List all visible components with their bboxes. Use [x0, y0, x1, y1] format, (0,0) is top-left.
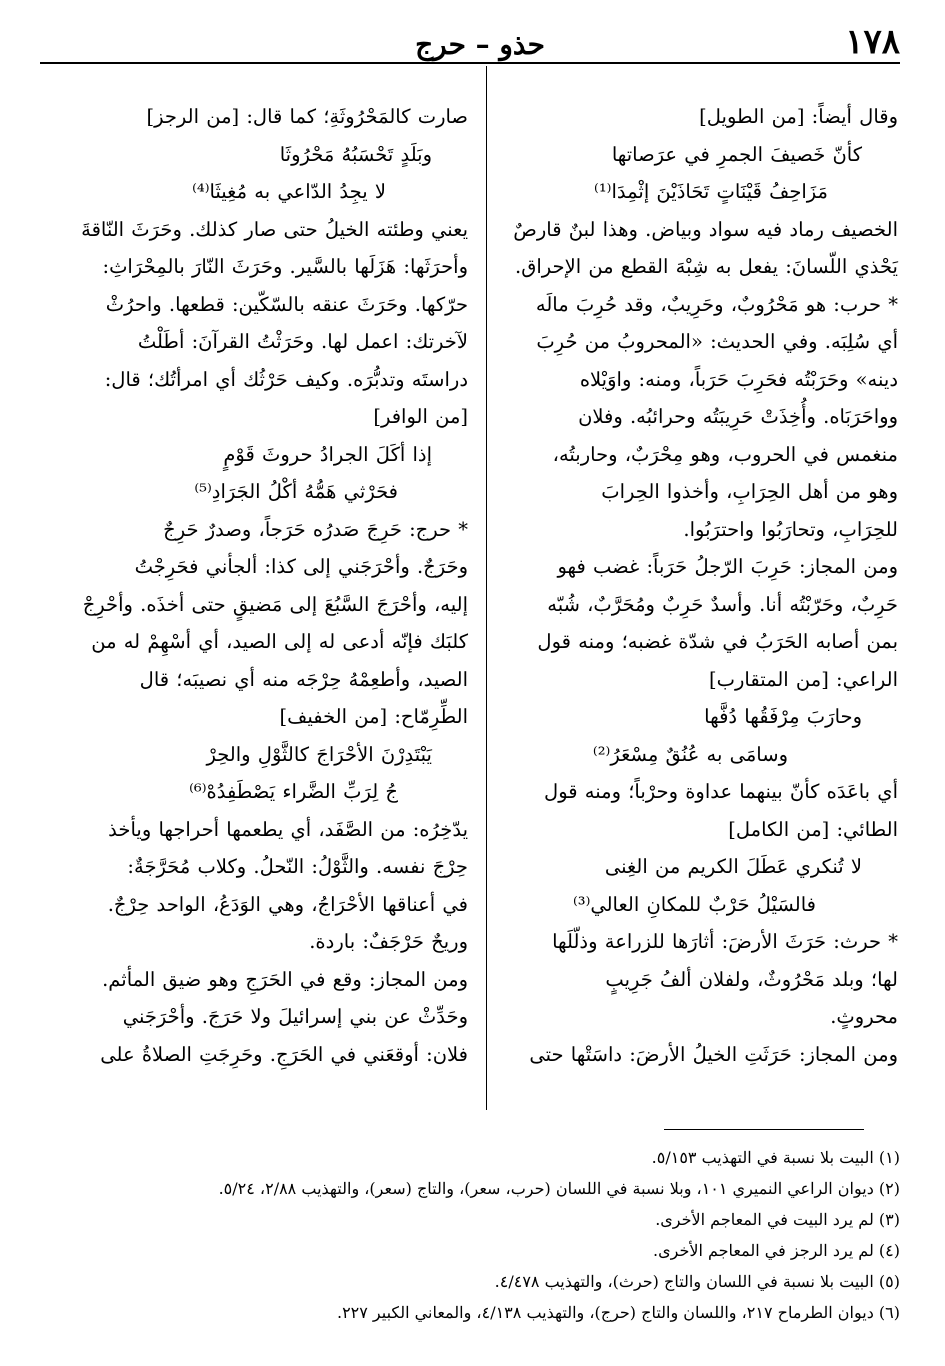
- text-line: كلبَك فإنّه أدعى له إلى الصيد، أي أسْهِمْ له من: [91, 630, 468, 653]
- footnote-rule: [664, 1129, 864, 1130]
- meter-label: الطِّرِمّاح: [من الخفيف]: [279, 705, 468, 728]
- verse-hemistich: إذا أكَلَ الجرادُ حروثَ قَوْمٍ: [223, 442, 432, 466]
- footnote: (٥) البيت بلا نسبة في اللسان والتاج (حرث)، والتهذيب ٤/٤٧٨.: [494, 1272, 900, 1291]
- right-column: [494, 98, 898, 1073]
- text-line: الخصيف رماد فيه سواد وبياض. وهذا لبنٌ قارصٌ: [513, 217, 898, 241]
- footnote: (٤) لم يرد الرجز في المعاجم الأخرى.: [653, 1241, 900, 1260]
- verse-hemistich: يَبْتَدِرْنَ الأحْرَاجَ كالثَّوْلِ والحِرْ: [206, 742, 432, 766]
- column-divider: [486, 66, 487, 1110]
- running-head: حذو – حرج: [415, 28, 545, 61]
- entry-harb: * حرب: هو مَحْرُوبٌ، وحَرِيبٌ، وقد حُرِبَ مالَه: [535, 292, 898, 316]
- text-line: يدّخِرُه: من الصَّفَد، أي يطعمها أحراجها ويأخذ: [108, 817, 468, 841]
- text-line: محروثٍ.: [830, 1005, 898, 1028]
- verse-hemistich: جُ لِرَبِّ الضَّراء يَصْطَفِدُهْ⁽⁶⁾: [189, 780, 398, 803]
- header-rule: [40, 62, 900, 64]
- text-line: وريحٌ حَرْجَفٌ: باردة.: [309, 930, 468, 953]
- verse-hemistich: لا يجِدُ الدّاعي به مُغِيثَا⁽⁴⁾: [192, 180, 386, 203]
- text-line: لآخرتك: اعمل لها. وحَرَثْتُ القرآنَ: أطَلْتُ: [137, 330, 468, 353]
- text-line: حرّكها. وحَرَثَ عنقه بالسّكّين: قطعها. واحرُثْ: [105, 292, 468, 316]
- verse-hemistich: وحارَبَ مِرْفَقُها دُفَّها: [704, 705, 862, 728]
- text-line: وهو من أهل الحِرَابِ، وأخذوا الحِرابَ: [601, 480, 898, 503]
- text-line: ومن المجاز: حَرِبَ الرّجلُ حَرَباً: غضب فهو: [557, 555, 898, 578]
- text-line: وأحرَثَها: هَزَلَها بالسَّير. وحَرَثَ النّارَ بالمِحْرَاثِ:: [102, 255, 468, 278]
- meter-label: وقال أيضاً: [من الطويل]: [699, 105, 898, 128]
- text-line: الصيد، وأطعِمْهُ حِرْجَه منه أي نصيبَه؛ قال: [139, 667, 468, 691]
- text-line: حِرْجَ نفسه. والثَّوْلُ: النّحلُ. وكلاب مُحَرَّجَةٌ:: [127, 855, 468, 878]
- verse-hemistich: فحَرْثي هَمُّهُ أكْلُ الجَرَادِ⁽⁵⁾: [194, 480, 398, 503]
- text-line: دينه» وحَرَبْتُه فحَرِبَ حَرَباً، ومنه: واوَيْلاه: [579, 367, 898, 391]
- text-line: في أعناقها الأحْرَاجُ، وهي الوَدَعُ، الواحد حِرْجٌ.: [107, 892, 468, 916]
- text-line: فلان: أوقعَني في الحَرَجِ. وحَرِجَتِ الصلاةُ على: [100, 1042, 468, 1066]
- verse-hemistich: كأنّ خَصيفَ الجمرِ في عرَصاتها: [611, 142, 862, 166]
- footnote: (٢) ديوان الراعي النميري ١٠١، وبلا نسبة في اللسان (حرب، سعر)، والتاج (سعر)، والتهذيب ٢/٨٨، ٥/٢٤.: [218, 1179, 900, 1198]
- text-line: ومن المجاز: وقع في الحَرَجِ وهو ضيق المأثم.: [102, 967, 468, 991]
- text-line: للحِرَابِ، وتحارَبُوا واحترَبُوا.: [683, 517, 898, 541]
- meter-label: الراعي: [من المتقارب]: [709, 667, 898, 691]
- text-line: منغمس في الحروب، وهو مِحْرَبٌ، وحاربتُه،: [552, 442, 898, 466]
- text-line: وحَدِّثْ عن بني إسرائيلَ ولا حَرَجَ. وأحْرَجَني: [122, 1005, 468, 1028]
- text-line: دراستَه وتدبُّرَه. وكيف حَرْثُك أي امرأتُك؛ قال:: [104, 367, 468, 391]
- verse-hemistich: لا تُنكري عَطَلَ الكريم من الغِنى: [604, 855, 862, 878]
- verse-hemistich: فالسَيْلُ حَرْبٌ للمكانِ العالي⁽³⁾: [572, 892, 816, 916]
- verse-hemistich: مَزَاحِفُ قَيْنَاتٍ تَحَاذَيْنَ إثْمِدَا⁽¹⁾: [594, 180, 828, 203]
- text-line: وواحَرَبَاه. وأُخِذَتْ حَرِيبَتُه وحرائبُه. وفلان: [578, 405, 898, 428]
- text-line: يَحْذي اللّسانَ: يفعل به شِبْهَ القطع من الإحراق.: [515, 255, 898, 278]
- text-line: يعني وطئته الخيلُ حتى صار كذلك. وحَرَثَ النّاقةَ: [81, 217, 468, 241]
- text-line: أي باعَدَه كأنّ بينهما عداوة وحرْباً؛ ومنه قول: [544, 780, 898, 803]
- footnote: (٦) ديوان الطرماح ٢١٧، واللسان والتاج (حرج)، والتهذيب ٤/١٣٨، والمعاني الكبير ٢٢٧.: [336, 1303, 900, 1322]
- text-line: صارت كالمَحْرُوثَةِ؛ كما قال: [من الرجز]: [146, 105, 468, 128]
- text-line: لها؛ وبلد مَحْرُوثٌ، ولفلان ألفُ جَرِيبٍ: [605, 967, 898, 991]
- entry-haraj: * حرج: حَرِجَ صَدرُه حَرَجاً، وصدرٌ حَرِجٌ: [163, 517, 468, 541]
- verse-hemistich: وسامَى به عُنُقٌ مِسْعَرُ⁽²⁾: [592, 742, 788, 766]
- meter-label: [من الوافر]: [373, 405, 468, 428]
- verse-hemistich: وبَلَدٍ تَحْسَبُهُ مَحْرُوثَا: [279, 142, 432, 166]
- page-header: [40, 22, 900, 62]
- text-line: حَرِبٌ، وحَرّبْتُه أنا. وأسدٌ حَرِبٌ ومُحَرَّبٌ، شُبّه: [547, 592, 898, 616]
- footnote: (٣) لم يرد البيت في المعاجم الأخرى.: [655, 1210, 900, 1229]
- text-line: بمن أصابه الحَرَبُ في شدّة غضبه؛ ومنه قول: [537, 630, 898, 653]
- text-line: ومن المجاز: حَرَثَتِ الخيلُ الأرضَ: داسَتْها حتى: [529, 1042, 898, 1066]
- text-line: إليه، وأحْرَجَ السَّبُعَ إلى مَضيقٍ حتى أخذَه. وأحْرِجْ: [82, 592, 468, 616]
- entry-harth: * حرث: حَرَثَ الأرضَ: أثارَها للزراعة وذلّلَها: [552, 930, 898, 953]
- footnotes: [100, 1142, 900, 1328]
- page-number: ١٧٨: [845, 22, 900, 62]
- meter-label: الطائي: [من الكامل]: [728, 817, 898, 841]
- text-line: أي سُلِبَه. وفي الحديث: «المحروبُ من حُرِبَ: [536, 330, 898, 353]
- footnote: (١) البيت بلا نسبة في التهذيب ٥/١٥٣.: [651, 1148, 900, 1167]
- text-line: وحَرَجٌ. وأحْرَجَني إلى كذا: ألجأني فحَرِجْتُ: [134, 555, 468, 578]
- left-column: [38, 98, 468, 1073]
